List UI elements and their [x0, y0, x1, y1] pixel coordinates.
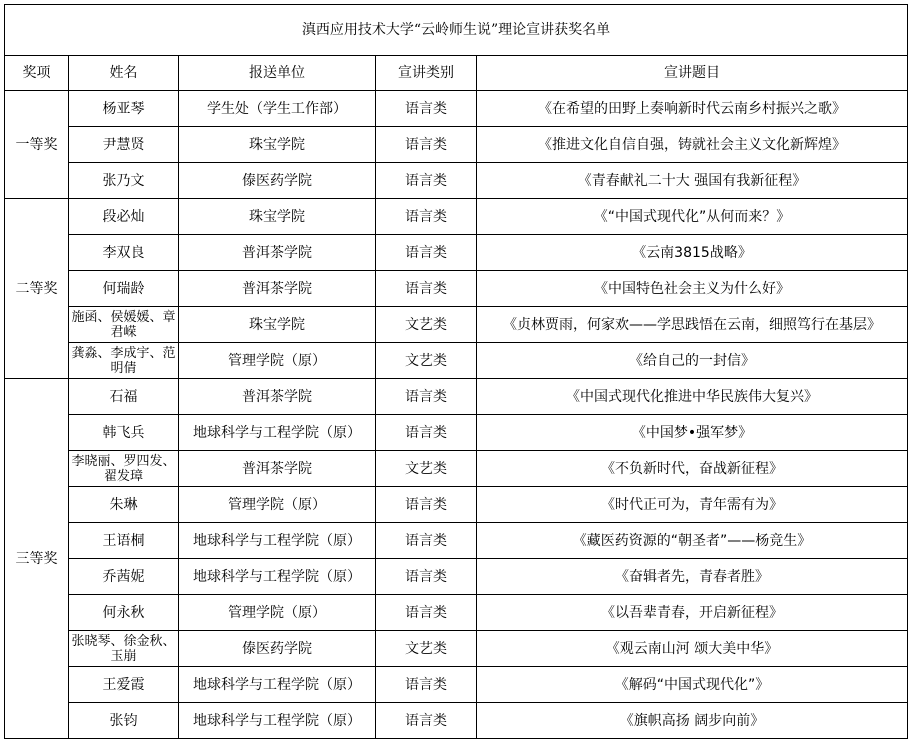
table-title[interactable]: 滇西应用技术大学“云岭师生说”理论宣讲获奖名单: [5, 5, 908, 56]
unit-cell[interactable]: 地球科学与工程学院（原）: [179, 559, 376, 595]
topic-cell[interactable]: 《时代正可为，青年需有为》: [477, 487, 908, 523]
table-row: [5, 667, 908, 703]
category-cell[interactable]: 语言类: [376, 559, 477, 595]
unit-cell[interactable]: 学生处（学生工作部）: [179, 91, 376, 127]
table-body: [5, 91, 908, 739]
category-cell[interactable]: 语言类: [376, 235, 477, 271]
unit-cell[interactable]: 地球科学与工程学院（原）: [179, 667, 376, 703]
award-table: [4, 4, 908, 739]
unit-cell[interactable]: 管理学院（原）: [179, 595, 376, 631]
category-cell[interactable]: 语言类: [376, 199, 477, 235]
table-row: [5, 379, 908, 415]
header-unit[interactable]: 报送单位: [179, 56, 376, 91]
name-cell[interactable]: 何永秋: [69, 595, 179, 631]
topic-cell[interactable]: 《解码“中国式现代化”》: [477, 667, 908, 703]
unit-cell[interactable]: 地球科学与工程学院（原）: [179, 703, 376, 739]
category-cell[interactable]: 语言类: [376, 379, 477, 415]
unit-cell[interactable]: 普洱茶学院: [179, 271, 376, 307]
table-row: [5, 91, 908, 127]
table-row: [5, 199, 908, 235]
topic-cell[interactable]: 《在希望的田野上奏响新时代云南乡村振兴之歌》: [477, 91, 908, 127]
topic-cell[interactable]: 《奋辑者先，青春者胜》: [477, 559, 908, 595]
topic-cell[interactable]: 《藏医药资源的“朝圣者”——杨竞生》: [477, 523, 908, 559]
name-cell[interactable]: 施函、侯媛媛、章君嵘: [69, 307, 179, 343]
name-cell[interactable]: 龚淼、李成宇、范明倩: [69, 343, 179, 379]
topic-cell[interactable]: 《贞林贾雨，何家欢——学思践悟在云南，细照笃行在基层》: [477, 307, 908, 343]
name-cell[interactable]: 杨亚琴: [69, 91, 179, 127]
prize-cell[interactable]: 一等奖: [5, 91, 69, 199]
category-cell[interactable]: 语言类: [376, 415, 477, 451]
category-cell[interactable]: 文艺类: [376, 631, 477, 667]
topic-cell[interactable]: 《不负新时代，奋战新征程》: [477, 451, 908, 487]
prize-cell[interactable]: 二等奖: [5, 199, 69, 379]
name-cell[interactable]: 李晓丽、罗四发、翟发璋: [69, 451, 179, 487]
unit-cell[interactable]: 普洱茶学院: [179, 235, 376, 271]
table-row: [5, 271, 908, 307]
table-row: [5, 487, 908, 523]
category-cell[interactable]: 语言类: [376, 523, 477, 559]
topic-cell[interactable]: 《旗帜高扬 阔步向前》: [477, 703, 908, 739]
category-cell[interactable]: 语言类: [376, 127, 477, 163]
category-cell[interactable]: 语言类: [376, 271, 477, 307]
name-cell[interactable]: 尹慧贤: [69, 127, 179, 163]
unit-cell[interactable]: 地球科学与工程学院（原）: [179, 523, 376, 559]
topic-cell[interactable]: 《中国梦•强军梦》: [477, 415, 908, 451]
category-cell[interactable]: 语言类: [376, 595, 477, 631]
table-row: [5, 235, 908, 271]
unit-cell[interactable]: 珠宝学院: [179, 199, 376, 235]
topic-cell[interactable]: 《青春献礼二十大 强国有我新征程》: [477, 163, 908, 199]
category-cell[interactable]: 语言类: [376, 703, 477, 739]
unit-cell[interactable]: 傣医药学院: [179, 631, 376, 667]
header-category[interactable]: 宣讲类别: [376, 56, 477, 91]
table-row: [5, 703, 908, 739]
unit-cell[interactable]: 管理学院（原）: [179, 343, 376, 379]
prize-cell[interactable]: 三等奖: [5, 379, 69, 739]
name-cell[interactable]: 李双良: [69, 235, 179, 271]
header-name[interactable]: 姓名: [69, 56, 179, 91]
unit-cell[interactable]: 地球科学与工程学院（原）: [179, 415, 376, 451]
table-row: [5, 343, 908, 379]
title-row: [5, 5, 908, 56]
table-row: [5, 415, 908, 451]
table-row: [5, 631, 908, 667]
name-cell[interactable]: 张乃文: [69, 163, 179, 199]
table-row: [5, 595, 908, 631]
table-row: [5, 307, 908, 343]
header-topic[interactable]: 宣讲题目: [477, 56, 908, 91]
topic-cell[interactable]: 《给自己的一封信》: [477, 343, 908, 379]
name-cell[interactable]: 王爱霞: [69, 667, 179, 703]
unit-cell[interactable]: 普洱茶学院: [179, 451, 376, 487]
header-row: [5, 56, 908, 91]
name-cell[interactable]: 张钧: [69, 703, 179, 739]
category-cell[interactable]: 语言类: [376, 487, 477, 523]
topic-cell[interactable]: 《中国特色社会主义为什么好》: [477, 271, 908, 307]
unit-cell[interactable]: 管理学院（原）: [179, 487, 376, 523]
name-cell[interactable]: 朱琳: [69, 487, 179, 523]
unit-cell[interactable]: 傣医药学院: [179, 163, 376, 199]
category-cell[interactable]: 语言类: [376, 163, 477, 199]
category-cell[interactable]: 文艺类: [376, 307, 477, 343]
topic-cell[interactable]: 《推进文化自信自强，铸就社会主义文化新辉煌》: [477, 127, 908, 163]
name-cell[interactable]: 乔茜妮: [69, 559, 179, 595]
topic-cell[interactable]: 《云南3815战略》: [477, 235, 908, 271]
category-cell[interactable]: 文艺类: [376, 343, 477, 379]
topic-cell[interactable]: 《“中国式现代化”从何而来？》: [477, 199, 908, 235]
name-cell[interactable]: 石福: [69, 379, 179, 415]
topic-cell[interactable]: 《观云南山河 颂大美中华》: [477, 631, 908, 667]
category-cell[interactable]: 语言类: [376, 91, 477, 127]
table-row: [5, 127, 908, 163]
category-cell[interactable]: 语言类: [376, 667, 477, 703]
unit-cell[interactable]: 普洱茶学院: [179, 379, 376, 415]
table-row: [5, 163, 908, 199]
category-cell[interactable]: 文艺类: [376, 451, 477, 487]
topic-cell[interactable]: 《中国式现代化推进中华民族伟大复兴》: [477, 379, 908, 415]
unit-cell[interactable]: 珠宝学院: [179, 307, 376, 343]
table-row: [5, 559, 908, 595]
name-cell[interactable]: 王语桐: [69, 523, 179, 559]
name-cell[interactable]: 段必灿: [69, 199, 179, 235]
name-cell[interactable]: 韩飞兵: [69, 415, 179, 451]
topic-cell[interactable]: 《以吾辈青春，开启新征程》: [477, 595, 908, 631]
name-cell[interactable]: 张晓琴、徐金秋、玉崩: [69, 631, 179, 667]
table-row: [5, 451, 908, 487]
name-cell[interactable]: 何瑞龄: [69, 271, 179, 307]
header-prize[interactable]: 奖项: [5, 56, 69, 91]
unit-cell[interactable]: 珠宝学院: [179, 127, 376, 163]
table-row: [5, 523, 908, 559]
